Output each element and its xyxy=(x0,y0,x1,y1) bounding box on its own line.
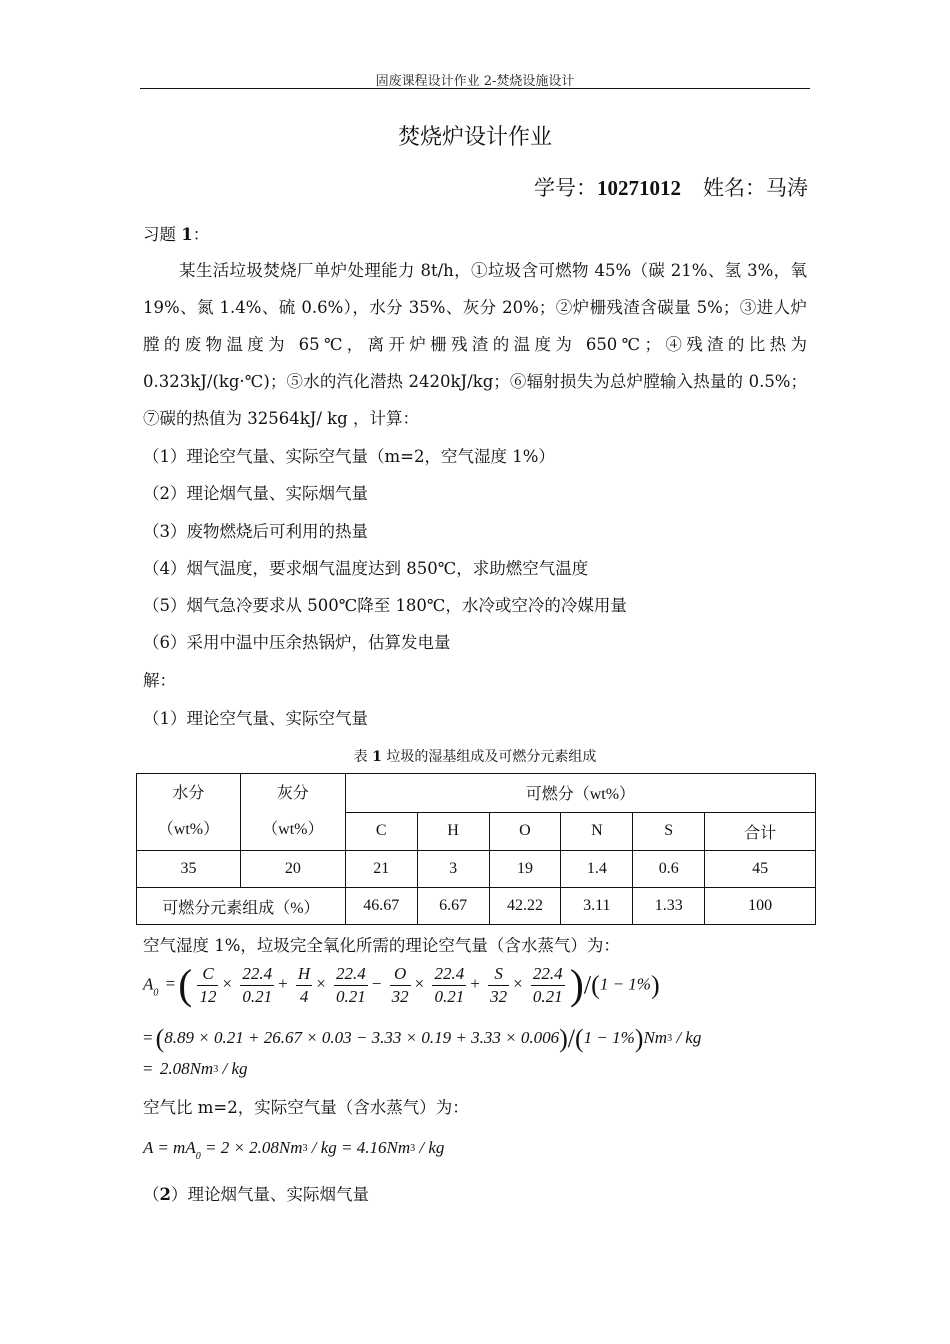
table-cell: 1.33 xyxy=(633,888,705,925)
element-c: C xyxy=(345,812,417,851)
humidity-text: 空气湿度 1%，垃圾完全氧化所需的理论空气量（含水蒸气）为： xyxy=(143,936,620,955)
document-title: 焚烧炉设计作业 xyxy=(397,125,552,150)
table-cell: 0.6 xyxy=(633,851,705,888)
table-cell: 6.67 xyxy=(417,888,489,925)
question-list xyxy=(143,438,807,662)
table-cell: 42.22 xyxy=(489,888,561,925)
formula-theoretical-air: $A_0$ =( $\frac{C}{12}$ × $\frac{22.4}{0.21}$ + $\frac{H}{4}$ × $\frac{22.4}{0.21}$ − $\frac{O}{32}$ × $\frac{22.4}{0.21}$ + $\frac{S}{32}$ × $\frac{22.4}{0.21}$ )/(1 − 1%) xyxy=(143,962,660,1009)
problem-paragraph: 某生活垃圾焚烧厂单炉处理能力 8t/h，①垃圾含可燃物 45%（碳 21%、氢 3%，氧 19%、氮 1.4%、硫 0.6%），水分 35%、灰分 20%；②炉栅残渣含碳量 5%；③进人炉膛的废物温度为 65℃，离开炉栅残渣的温度为 650℃；④残渣的比热为 0.323kJ/(kg·℃)；⑤水的汽化潜热 2420kJ/kg；⑥辐射损失为总炉膛输入热量的 0.5%；⑦碳的热值为 32564kJ/ kg ，计算： xyxy=(143,261,807,428)
fraction: $\frac{22.4}{0.21}$ xyxy=(242,964,273,1006)
table-cell: 35 xyxy=(137,851,241,888)
table-cell: 21 xyxy=(345,851,417,888)
part1-heading: （1）理论空气量、实际空气量 xyxy=(143,709,368,728)
composition-table xyxy=(136,773,816,925)
student-id-label: 学号： xyxy=(534,176,597,200)
table-cell: 3.11 xyxy=(561,888,633,925)
fraction: $\frac{O}{32}$ xyxy=(391,964,409,1006)
fraction: $\frac{S}{32}$ xyxy=(490,964,508,1006)
table-row xyxy=(137,888,816,925)
header-combustible: 可燃分（wt%） xyxy=(345,774,815,813)
element-o: O xyxy=(489,812,561,851)
element-s: S xyxy=(633,812,705,851)
table-cell: 19 xyxy=(489,851,561,888)
student-name-label: 姓名： xyxy=(703,176,766,200)
table-cell: 100 xyxy=(705,888,816,925)
header-ash: 灰分 （wt%） xyxy=(240,774,345,851)
student-name-value: 马涛 xyxy=(766,176,808,200)
question-item: （2）理论烟气量、实际烟气量 xyxy=(143,484,368,504)
formula-substitution: = $(8.89 \times 0.21 + 26.67 \times 0.03 - 3.33 \times 0.19 + 3.33 \times 0.006)/(1 - 1\%)Nm^3$ / kg xyxy=(143,1024,702,1053)
table-cell: 45 xyxy=(705,851,816,888)
fraction: $\frac{22.4}{0.21}$ xyxy=(434,964,465,1006)
table-row-label: 可燃分元素组成（%） xyxy=(137,888,346,925)
table-caption: 表 1 垃圾的湿基组成及可燃分元素组成 xyxy=(353,749,597,765)
header-water: 水分 （wt%） xyxy=(137,774,241,851)
table-cell: 3 xyxy=(417,851,489,888)
solution-heading: 解： xyxy=(143,671,176,690)
student-info xyxy=(534,172,808,202)
element-n: N xyxy=(561,812,633,851)
fraction: $\frac{22.4}{0.21}$ xyxy=(336,964,366,1006)
question-item: （4）烟气温度，要求烟气温度达到 850℃，求助燃空气温度 xyxy=(143,558,589,578)
table-row xyxy=(137,851,816,888)
fraction: $\frac{H}{4}$ xyxy=(297,964,311,1006)
formula-actual-air: $A = mA_0 = 2 \times 2.08Nm^3$ / kg = $4.16Nm^3$ / kg xyxy=(143,1138,445,1162)
element-h: H xyxy=(417,812,489,851)
fraction: $\frac{C}{12}$ xyxy=(199,964,217,1006)
table-cell: 20 xyxy=(240,851,345,888)
running-header: 固废课程设计作业 2-焚烧设施设计 xyxy=(375,74,575,89)
problem-heading: 习题 1： xyxy=(143,225,210,244)
question-item: （5）烟气急冷要求从 500℃降至 180℃，水冷或空冷的冷媒用量 xyxy=(143,596,627,616)
question-item: （6）采用中温中压余热锅炉，估算发电量 xyxy=(143,633,451,653)
fraction: $\frac{22.4}{0.21}$ xyxy=(532,964,563,1006)
header-rule xyxy=(140,88,810,89)
part2-heading: （2）理论烟气量、实际烟气量 xyxy=(143,1185,369,1204)
table-cell: 1.4 xyxy=(561,851,633,888)
formula-result: = 2.08Nm$^3$ / kg xyxy=(143,1059,248,1078)
element-total: 合计 xyxy=(705,812,816,851)
air-ratio-text: 空气比 m=2，实际空气量（含水蒸气）为： xyxy=(143,1098,469,1117)
question-item: （3）废物燃烧后可利用的热量 xyxy=(143,521,368,541)
table-cell: 46.67 xyxy=(345,888,417,925)
question-item: （1）理论空气量、实际空气量（m=2，空气湿度 1%） xyxy=(143,447,555,466)
student-id-value: 10271012 xyxy=(597,176,681,200)
